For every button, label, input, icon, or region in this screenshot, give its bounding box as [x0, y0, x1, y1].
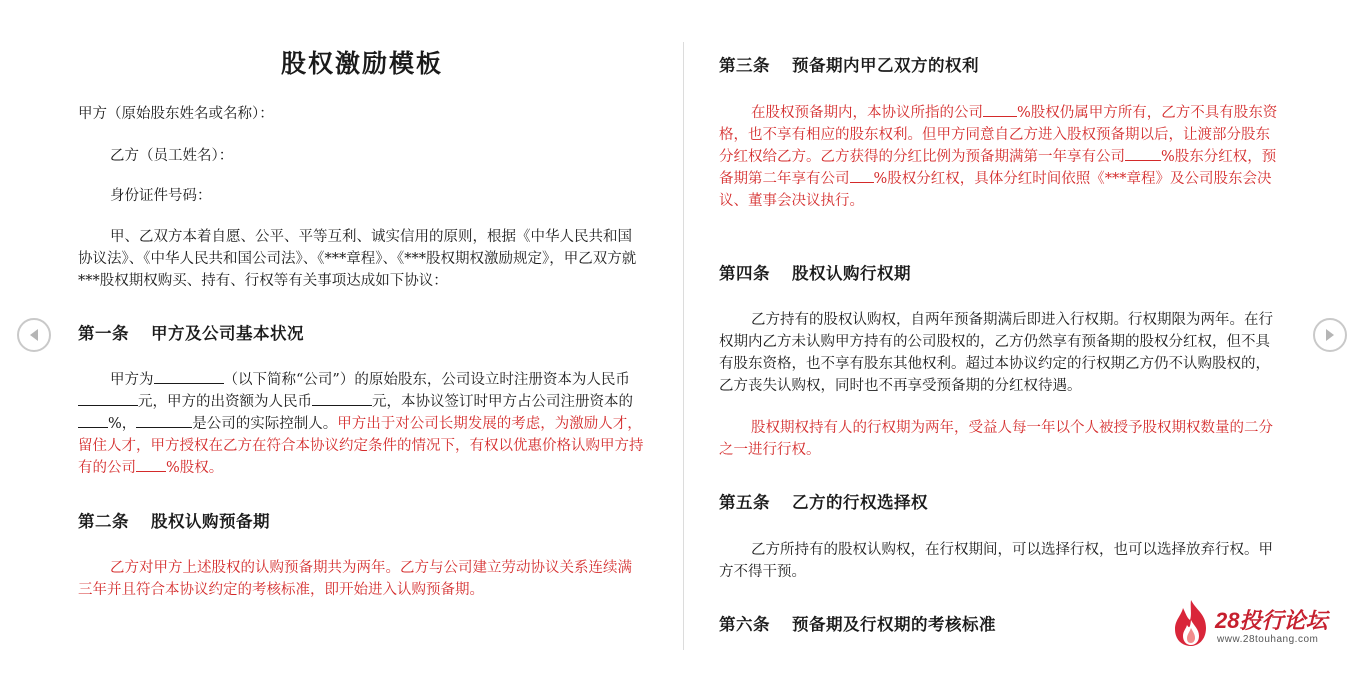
article-5-title: 乙方的行权选择权 — [792, 493, 928, 512]
art1-red-text-a: 甲方出于对公司长期发展的考虑，为激励人才，留住人才，甲方授权在乙方在符合本协议约定条件的情况下，有权以优惠价格认购甲方持有的公司 — [78, 416, 644, 476]
article-4-number: 第四条 — [719, 264, 770, 283]
site-logo[interactable] — [1170, 598, 1340, 650]
blank-field — [983, 102, 1017, 117]
article-2-number: 第二条 — [78, 512, 129, 531]
art1-text-d: 元，本协议签订时甲方占公司注册资本的 — [372, 394, 633, 410]
blank-field — [1125, 146, 1161, 161]
article-2-heading — [78, 508, 270, 532]
chevron-right-icon — [1323, 327, 1337, 343]
article-3-paragraph — [719, 102, 1281, 212]
flame-icon — [1170, 598, 1212, 648]
article-3-number: 第三条 — [719, 56, 770, 75]
article-1-title: 甲方及公司基本状况 — [151, 324, 304, 343]
blank-field — [136, 457, 166, 472]
art3-text-d: %股权分红权，具体分红时间依照《***章程》及公司股东会决议、董事会决议执行。 — [719, 171, 1272, 209]
art3-text-c: %股东分红权，预备期第二年享有公司 — [719, 149, 1277, 187]
art1-text-b: （以下简称“公司”）的原始股东，公司设立时注册资本为人民币 — [223, 372, 630, 388]
article-4-title: 股权认购行权期 — [792, 264, 911, 283]
article-3-title: 预备期内甲乙双方的权利 — [792, 56, 979, 75]
article-4-heading — [719, 260, 911, 284]
next-page-button[interactable] — [1313, 318, 1347, 352]
page-divider — [683, 42, 684, 650]
intro-paragraph: 甲、乙双方本着自愿、公平、平等互利、诚实信用的原则，根据《中华人民共和国协议法》、《中华人民共和国公司法》、《***章程》、《***股权期权激励规定》，甲乙双方就***股权期权购买、持有、行权等有关事项达成如下协议： — [78, 229, 637, 289]
previous-page-button[interactable] — [17, 318, 51, 352]
article-1-number: 第一条 — [78, 324, 129, 343]
blank-field — [78, 413, 108, 428]
chevron-left-icon — [27, 327, 41, 343]
logo-url: www.28touhang.com — [1217, 634, 1319, 645]
id-number-line: 身份证件号码： — [110, 188, 212, 204]
article-2-title: 股权认购预备期 — [151, 512, 270, 531]
article-5-heading — [719, 489, 928, 513]
art1-text-f: 是公司的实际控制人。 — [192, 416, 338, 432]
article-6-number: 第六条 — [719, 615, 770, 634]
article-3-heading — [719, 52, 979, 76]
party-b-line: 乙方（员工姓名）： — [110, 148, 234, 164]
art1-red-text-b: %股权。 — [166, 460, 224, 476]
blank-field — [850, 168, 874, 183]
blank-field — [312, 391, 372, 406]
art3-text-a: 在股权预备期内，本协议所指的公司 — [751, 105, 983, 121]
blank-field — [78, 391, 138, 406]
blank-field — [154, 369, 224, 384]
article-1-paragraph — [78, 369, 646, 479]
article-6-title: 预备期及行权期的考核标准 — [792, 615, 996, 634]
blank-field — [136, 413, 192, 428]
article-1-heading — [78, 320, 304, 344]
art1-text-a: 甲方为 — [110, 372, 154, 388]
art1-text-e: %， — [108, 416, 137, 432]
article-5-paragraph: 乙方所持有的股权认购权，在行权期间，可以选择行权，也可以选择放弃行权。甲方不得干预。 — [719, 542, 1273, 580]
document-title: 股权激励模板 — [280, 49, 443, 78]
article-2-paragraph: 乙方对甲方上述股权的认购预备期共为两年。乙方与公司建立劳动协议关系连续满三年并且符合本协议约定的考核标准，即开始进入认购预备期。 — [78, 560, 632, 598]
article-6-heading — [719, 611, 996, 635]
article-4-paragraph-1: 乙方持有的股权认购权，自两年预备期满后即进入行权期。行权期限为两年。在行权期内乙方未认购甲方持有的公司股权的，乙方仍然享有预备期的股权分红权，但不具有股东资格，也不享有股东其他权利。超过本协议约定的行权期乙方仍不认购股权的，乙方丧失认购权，同时也不再享受预备期的分红权待遇。 — [719, 312, 1273, 394]
art3-text-b: %股权仍属甲方所有，乙方不具有股东资格，也不享有相应的股东权利。但甲方同意自乙方进入股权预备期以后，让渡部分股东分红权给乙方。乙方获得的分红比例为预备期满第一年享有公司 — [719, 105, 1278, 165]
party-a-line: 甲方（原始股东姓名或名称）： — [78, 106, 274, 122]
article-4-paragraph-2: 股权期权持有人的行权期为两年，受益人每一年以个人被授予股权期权数量的二分之一进行行权。 — [719, 420, 1273, 458]
art1-text-c: 元，甲方的出资额为人民币 — [138, 394, 312, 410]
article-5-number: 第五条 — [719, 493, 770, 512]
logo-name: 28投行论坛 — [1215, 608, 1328, 633]
